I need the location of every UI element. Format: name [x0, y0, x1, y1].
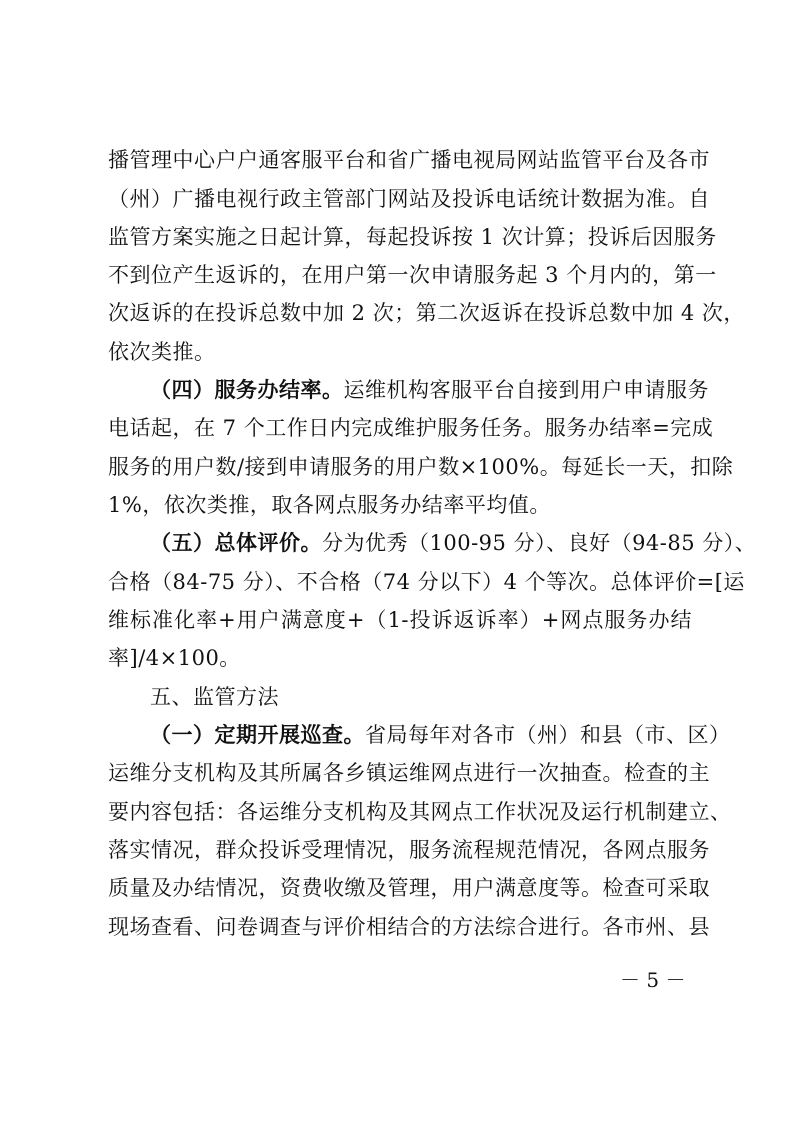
paragraph-line: 要内容包括：各运维分支机构及其网点工作状况及运行机制建立、 — [108, 800, 732, 824]
paragraph-line: 服务的用户数/接到申请服务的用户数×100%。每延长一天，扣除 — [108, 455, 734, 479]
paragraph-line: 维标准化率+用户满意度+（1-投诉返诉率）+网点服务办结 — [108, 608, 692, 632]
paragraph-line: 监管方案实施之日起计算，每起投诉按 1 次计算；投诉后因服务 — [108, 225, 717, 249]
paragraph-line: 次返诉的在投诉总数中加 2 次；第二次返诉在投诉总数中加 4 次， — [108, 301, 745, 325]
paragraph-line: 播管理中心户户通客服平台和省广播电视局网站监管平台及各市 — [108, 148, 710, 172]
paragraph-line: 质量及办结情况，资费收缴及管理，用户满意度等。检查可采取 — [108, 876, 710, 900]
page-number: － 5 － — [620, 968, 686, 992]
paragraph-first-line — [150, 720, 731, 750]
paragraph-first-line — [150, 375, 709, 405]
paragraph-line: 运维分支机构及其所属各乡镇运维网点进行一次抽查。检查的主 — [108, 761, 710, 785]
paragraph-line: 不到位产生返诉的，在用户第一次申请服务起 3 个月内的，第一 — [108, 263, 717, 287]
paragraph-first-line — [150, 528, 757, 558]
section-title: 五、监管方法 — [150, 685, 279, 709]
paragraph-text: 运维机构客服平台自接到用户申请服务 — [343, 378, 709, 402]
paragraph-line: 现场查看、问卷调查与评价相结合的方法综合进行。各市州、县 — [108, 915, 710, 939]
paragraph-line: 落实情况，群众投诉受理情况，服务流程规范情况，各网点服务 — [108, 838, 710, 862]
paragraph-line: 依次类推。 — [108, 340, 216, 364]
paragraph-line: 1%，依次类推，取各网点服务办结率平均值。 — [108, 493, 551, 517]
subsection-heading: （一）定期开展巡查。 — [150, 723, 365, 747]
paragraph-text: 省局每年对各市（州）和县（市、区） — [365, 723, 731, 747]
paragraph-line: 电话起，在 7 个工作日内完成维护服务任务。服务办结率=完成 — [108, 416, 714, 440]
paragraph-line: （州）广播电视行政主管部门网站及投诉电话统计数据为准。自 — [108, 187, 710, 211]
paragraph-text: 分为优秀（100-95 分）、良好（94-85 分）、 — [322, 531, 757, 555]
subsection-heading: （四）服务办结率。 — [150, 378, 344, 402]
paragraph-line: 率]/4×100。 — [108, 646, 241, 670]
paragraph-line: 合格（84-75 分）、不合格（74 分以下）4 个等次。总体评价=[运 — [108, 570, 745, 594]
subsection-heading: （五）总体评价。 — [150, 531, 322, 555]
